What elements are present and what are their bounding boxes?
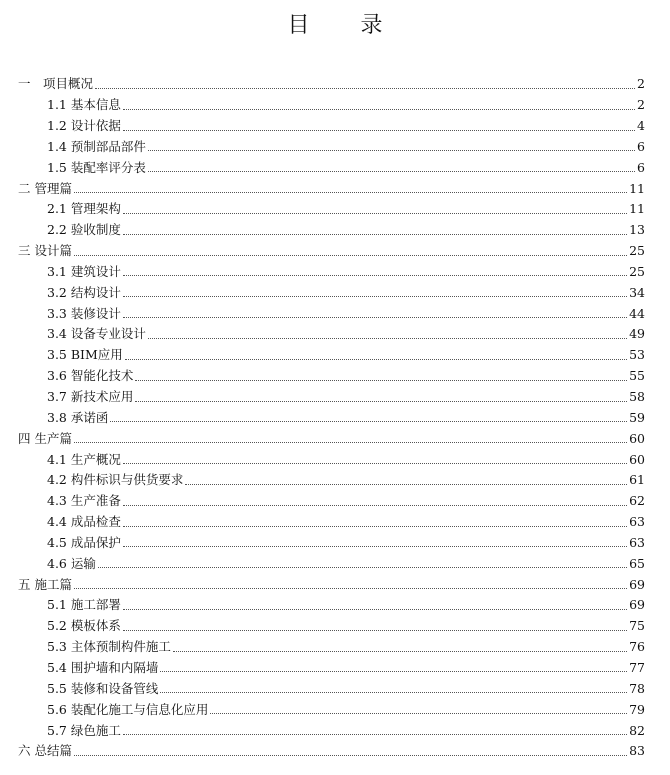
toc-dot-leader bbox=[123, 108, 635, 110]
toc-entry-label: 3.4 设备专业设计 bbox=[47, 326, 146, 342]
toc-section-entry[interactable] bbox=[18, 654, 645, 675]
toc-dot-leader bbox=[148, 149, 635, 151]
toc-page-number: 61 bbox=[629, 472, 645, 488]
toc-section-entry[interactable] bbox=[18, 674, 645, 695]
toc-dot-leader bbox=[173, 650, 627, 652]
toc-section-entry[interactable] bbox=[18, 383, 645, 404]
toc-entry-label: 4.3 生产准备 bbox=[47, 493, 121, 509]
toc-entry-label: 1.5 装配率评分表 bbox=[47, 159, 146, 175]
toc-dot-leader bbox=[74, 191, 627, 193]
toc-entry-label: 3.6 智能化技术 bbox=[47, 368, 134, 384]
table-of-contents bbox=[18, 70, 645, 758]
toc-section-entry[interactable] bbox=[18, 195, 645, 216]
toc-page-number: 2 bbox=[637, 76, 645, 92]
toc-section-entry[interactable] bbox=[18, 258, 645, 279]
toc-section-entry[interactable] bbox=[18, 278, 645, 299]
toc-dot-leader bbox=[123, 316, 627, 318]
toc-entry-label: 4.1 生产概况 bbox=[47, 451, 121, 467]
toc-chapter-entry[interactable] bbox=[18, 570, 645, 591]
toc-entry-label: 1.2 设计依据 bbox=[47, 118, 121, 134]
toc-page-number: 2 bbox=[637, 97, 645, 113]
page-title: 目 录 bbox=[287, 13, 405, 38]
toc-page-number: 49 bbox=[629, 326, 645, 342]
toc-dot-leader bbox=[123, 295, 627, 297]
toc-dot-leader bbox=[160, 670, 627, 672]
toc-dot-leader bbox=[95, 87, 635, 89]
toc-dot-leader bbox=[123, 733, 627, 735]
toc-entry-label: 3.7 新技术应用 bbox=[47, 389, 134, 404]
toc-section-entry[interactable] bbox=[18, 153, 645, 174]
toc-entry-label: 4.2 构件标识与供货要求 bbox=[47, 472, 184, 488]
toc-chapter-entry[interactable] bbox=[18, 70, 645, 91]
toc-section-entry[interactable] bbox=[18, 112, 645, 133]
toc-dot-leader bbox=[148, 170, 635, 172]
toc-dot-leader bbox=[160, 691, 627, 693]
toc-entry-label: 4.5 成品保护 bbox=[47, 534, 121, 550]
toc-dot-leader bbox=[123, 129, 635, 131]
toc-page-number: 34 bbox=[629, 284, 645, 300]
toc-section-entry[interactable] bbox=[18, 591, 645, 612]
toc-page-number: 58 bbox=[629, 389, 645, 404]
toc-page-number: 76 bbox=[629, 639, 645, 655]
toc-page-number: 59 bbox=[629, 409, 645, 425]
toc-page-number: 65 bbox=[629, 555, 645, 571]
toc-entry-label: 3.2 结构设计 bbox=[47, 284, 121, 300]
toc-dot-leader bbox=[148, 337, 627, 339]
toc-section-entry[interactable] bbox=[18, 487, 645, 508]
toc-page-number: 62 bbox=[629, 493, 645, 509]
toc-dot-leader bbox=[123, 233, 627, 235]
toc-dot-leader bbox=[98, 566, 627, 568]
toc-page-number: 69 bbox=[629, 597, 645, 613]
toc-chapter-entry[interactable] bbox=[18, 737, 645, 758]
toc-entry-label: 4.4 成品检查 bbox=[47, 514, 121, 530]
toc-dot-leader bbox=[123, 504, 627, 506]
toc-entry-label: 3.5 BIM应用 bbox=[47, 347, 123, 363]
toc-entry-label: 2.1 管理架构 bbox=[47, 201, 121, 217]
toc-section-entry[interactable] bbox=[18, 341, 645, 362]
toc-section-entry[interactable] bbox=[18, 716, 645, 737]
toc-page-number: 77 bbox=[629, 659, 645, 675]
toc-page-number: 25 bbox=[629, 263, 645, 279]
toc-entry-label: 六 总结篇 bbox=[18, 743, 72, 759]
toc-section-entry[interactable] bbox=[18, 320, 645, 341]
toc-page-number: 83 bbox=[629, 743, 645, 759]
toc-page-number: 55 bbox=[629, 368, 645, 384]
toc-page-number: 75 bbox=[629, 618, 645, 634]
toc-entry-label: 1.4 预制部品部件 bbox=[47, 138, 146, 154]
toc-section-entry[interactable] bbox=[18, 445, 645, 466]
toc-entry-label: 4.6 运输 bbox=[47, 555, 96, 571]
toc-entry-label: 一 项目概况 bbox=[18, 76, 94, 92]
toc-page-number: 25 bbox=[629, 243, 645, 259]
toc-entry-label: 3.1 建筑设计 bbox=[47, 263, 121, 279]
toc-dot-leader bbox=[123, 462, 627, 464]
toc-chapter-entry[interactable] bbox=[18, 174, 645, 195]
toc-page-number: 63 bbox=[629, 514, 645, 530]
toc-dot-leader bbox=[74, 441, 627, 443]
toc-section-entry[interactable] bbox=[18, 299, 645, 320]
toc-section-entry[interactable] bbox=[18, 133, 645, 154]
toc-chapter-entry[interactable] bbox=[18, 237, 645, 258]
toc-dot-leader bbox=[123, 525, 627, 527]
toc-dot-leader bbox=[135, 400, 627, 402]
toc-page-number: 79 bbox=[629, 701, 645, 717]
toc-page-number: 82 bbox=[629, 722, 645, 738]
toc-entry-label: 三 设计篇 bbox=[18, 243, 72, 259]
toc-dot-leader bbox=[110, 420, 627, 422]
toc-page-number: 69 bbox=[629, 576, 645, 592]
toc-section-entry[interactable] bbox=[18, 612, 645, 633]
toc-entry-label: 5.1 施工部署 bbox=[47, 597, 121, 613]
toc-entry-label: 5.3 主体预制构件施工 bbox=[47, 639, 171, 655]
toc-entry-label: 二 管理篇 bbox=[18, 180, 72, 196]
toc-page-number: 13 bbox=[629, 222, 645, 238]
toc-section-entry[interactable] bbox=[18, 362, 645, 383]
toc-entry-label: 5.7 绿色施工 bbox=[47, 722, 121, 738]
toc-section-entry[interactable] bbox=[18, 466, 645, 487]
toc-entry-label: 2.2 验收制度 bbox=[47, 222, 121, 238]
toc-page-number: 44 bbox=[629, 305, 645, 321]
toc-page-number: 4 bbox=[637, 118, 645, 134]
toc-entry-label: 四 生产篇 bbox=[18, 430, 72, 446]
toc-entry-label: 3.3 装修设计 bbox=[47, 305, 121, 321]
toc-page-number: 11 bbox=[629, 201, 645, 217]
toc-dot-leader bbox=[123, 274, 627, 276]
toc-section-entry[interactable] bbox=[18, 91, 645, 112]
toc-entry-label: 5.6 装配化施工与信息化应用 bbox=[47, 701, 209, 717]
toc-dot-leader bbox=[74, 754, 627, 756]
toc-section-entry[interactable] bbox=[18, 404, 645, 425]
toc-dot-leader bbox=[123, 629, 627, 631]
toc-dot-leader bbox=[123, 212, 627, 214]
toc-dot-leader bbox=[74, 254, 627, 256]
toc-page-number: 11 bbox=[629, 180, 645, 196]
toc-dot-leader bbox=[123, 545, 627, 547]
toc-section-entry[interactable] bbox=[18, 549, 645, 570]
toc-page-number: 63 bbox=[629, 534, 645, 550]
toc-chapter-entry[interactable] bbox=[18, 424, 645, 445]
toc-section-entry[interactable] bbox=[18, 695, 645, 716]
toc-section-entry[interactable] bbox=[18, 529, 645, 550]
toc-dot-leader bbox=[210, 712, 627, 714]
toc-section-entry[interactable] bbox=[18, 633, 645, 654]
toc-dot-leader bbox=[123, 608, 627, 610]
toc-entry-label: 5.2 模板体系 bbox=[47, 618, 121, 634]
toc-entry-label: 1.1 基本信息 bbox=[47, 97, 121, 113]
toc-section-entry[interactable] bbox=[18, 216, 645, 237]
toc-page-number: 6 bbox=[637, 159, 645, 175]
toc-page-number: 60 bbox=[629, 430, 645, 446]
toc-dot-leader bbox=[135, 379, 627, 381]
toc-entry-label: 5.5 装修和设备管线 bbox=[47, 680, 159, 696]
toc-dot-leader bbox=[74, 587, 627, 589]
toc-page-number: 78 bbox=[629, 680, 645, 696]
toc-page-number: 60 bbox=[629, 451, 645, 467]
toc-entry-label: 3.8 承诺函 bbox=[47, 409, 109, 425]
toc-section-entry[interactable] bbox=[18, 508, 645, 529]
toc-entry-label: 五 施工篇 bbox=[18, 576, 72, 592]
toc-dot-leader bbox=[125, 358, 627, 360]
toc-entry-label: 5.4 围护墙和内隔墙 bbox=[47, 659, 159, 675]
toc-dot-leader bbox=[185, 483, 627, 485]
toc-page-number: 6 bbox=[637, 138, 645, 154]
toc-page-number: 53 bbox=[629, 347, 645, 363]
